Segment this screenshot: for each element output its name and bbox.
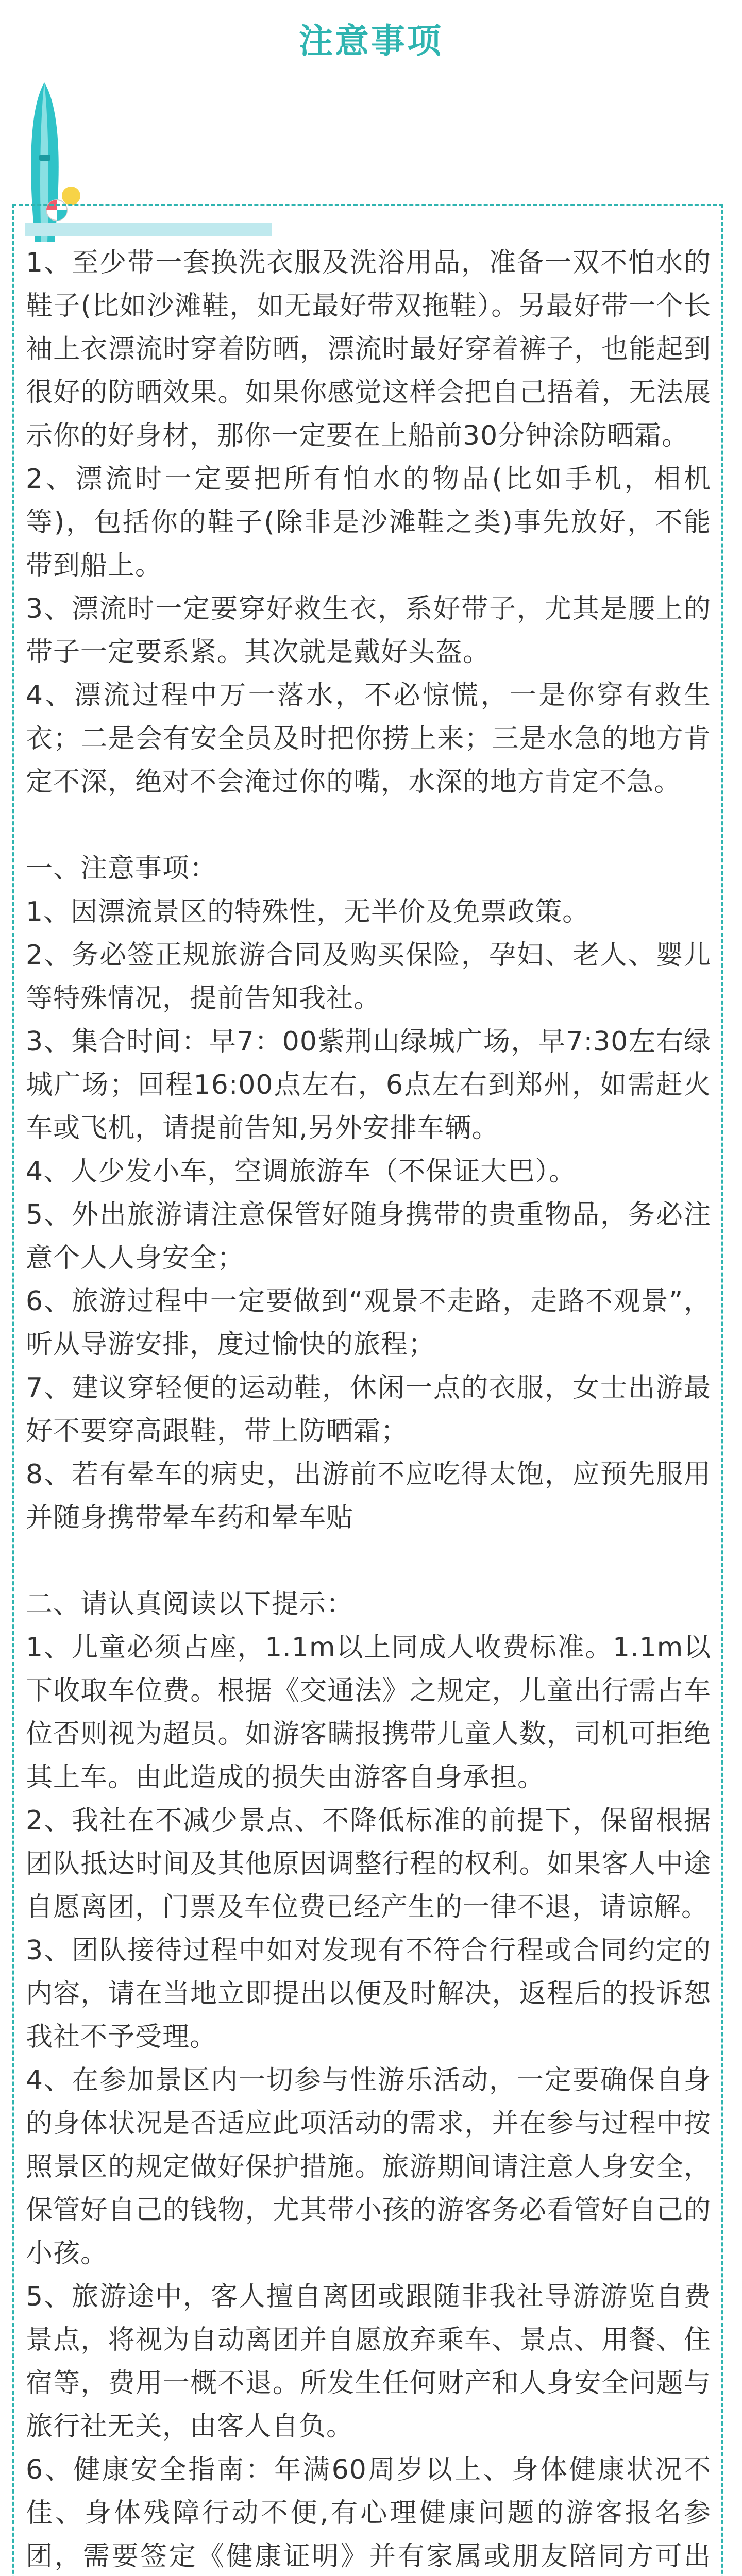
section2-item: 4、在参加景区内一切参与性游乐活动，一定要确保自身的身体状况是否适应此项活动的需求，并在参与过程中按照景区的规定做好保护措施。旅游期间请注意人身安全，保管好自己的钱物，尤其带小孩的游客务必看管好自己的小孩。: [26, 2065, 711, 2269]
section1-item: 8、若有晕车的病史，出游前不应吃得太饱，应预先服用并随身携带晕车药和晕车贴: [26, 1459, 711, 1533]
section1-item: 6、旅游过程中一定要做到“观景不走路，走路不观景”，听从导游安排，度过愉快的旅程；: [26, 1286, 711, 1360]
section2-item: 1、儿童必须占座，1.1m以上同成人收费标准。1.1m以下收取车位费。根据《交通法》之规定，儿童出行需占车位否则视为超员。如游客瞒报携带儿童人数，司机可拒绝其上车。由此造成的损失由游客自身承担。: [26, 1632, 711, 1793]
section1-item: 2、务必签正规旅游合同及购买保险，孕妇、老人、婴儿等特殊情况，提前告知我社。: [26, 940, 711, 1014]
intro-paragraph: 3、漂流时一定要穿好救生衣，系好带子，尤其是腰上的带子一定要系紧。其次就是戴好头盔。: [26, 594, 711, 668]
intro-paragraph: 4、漂流过程中万一落水，不必惊慌，一是你穿有救生衣；二是会有安全员及时把你捞上来；三是水急的地方肯定不深，绝对不会淹过你的嘴，水深的地方肯定不急。: [26, 680, 711, 798]
notice-content: [26, 241, 711, 2576]
page-title: 注意事项: [299, 21, 443, 61]
section1-item: 1、因漂流景区的特殊性，无半价及免票政策。: [26, 896, 590, 927]
section1-item: 5、外出旅游请注意保管好随身携带的贵重物品，务必注意个人人身安全；: [26, 1199, 711, 1274]
section2-item: 6、健康安全指南：年满60周岁以上、身体健康状况不佳、身体残障行动不便,有心理健康问题的游客报名参团，需要签定《健康证明》并有家属或朋友陪同方可出: [26, 2454, 711, 2572]
section2-item: 2、我社在不减少景点、不降低标准的前提下，保留根据团队抵达时间及其他原因调整行程的权利。如果客人中途自愿离团，门票及车位费已经产生的一律不退，请谅解。: [26, 1805, 711, 1923]
section1-item: 7、建议穿轻便的运动鞋，休闲一点的衣服，女士出游最好不要穿高跟鞋，带上防晒霜；: [26, 1372, 711, 1447]
intro-paragraph: 2、漂流时一定要把所有怕水的物品(比如手机，相机等)，包括你的鞋子(除非是沙滩鞋之类)事先放好，不能带到船上。: [26, 464, 711, 581]
section2-heading: 二、请认真阅读以下提示：: [26, 1589, 354, 1620]
section2-item: 3、团队接待过程中如对发现有不符合行程或合同约定的内容，请在当地立即提出以便及时解决，返程后的投诉恕我社不予受理。: [26, 1935, 711, 2053]
spacer: [26, 1539, 711, 1583]
section1-item: 4、人少发小车，空调旅游车（不保证大巴）。: [26, 1156, 577, 1187]
section2-item: 5、旅游途中，客人擅自离团或跟随非我社导游游览自费景点，将视为自动离团并自愿放弃乘车、景点、用餐、住宿等，费用一概不退。所发生任何财产和人身安全问题与旅行社无关，由客人自负。: [26, 2281, 711, 2442]
intro-paragraph: 1、至少带一套换洗衣服及洗浴用品，准备一双不怕水的鞋子(比如沙滩鞋，如无最好带双拖鞋）。另最好带一个长袖上衣漂流时穿着防晒，漂流时最好穿着裤子，也能起到很好的防晒效果。如果你感觉这样会把自己捂着，无法展示你的好身材，那你一定要在上船前30分钟涂防晒霜。: [26, 247, 711, 451]
section1-item: 3、集合时间：早7：00紫荆山绿城广场，早7:30左右绿城广场；回程16:00点左右，6点左右到郑州，如需赶火车或飞机，请提前告知,另外安排车辆。: [26, 1026, 711, 1144]
section1-heading: 一、注意事项：: [26, 853, 217, 884]
spacer: [26, 804, 711, 847]
